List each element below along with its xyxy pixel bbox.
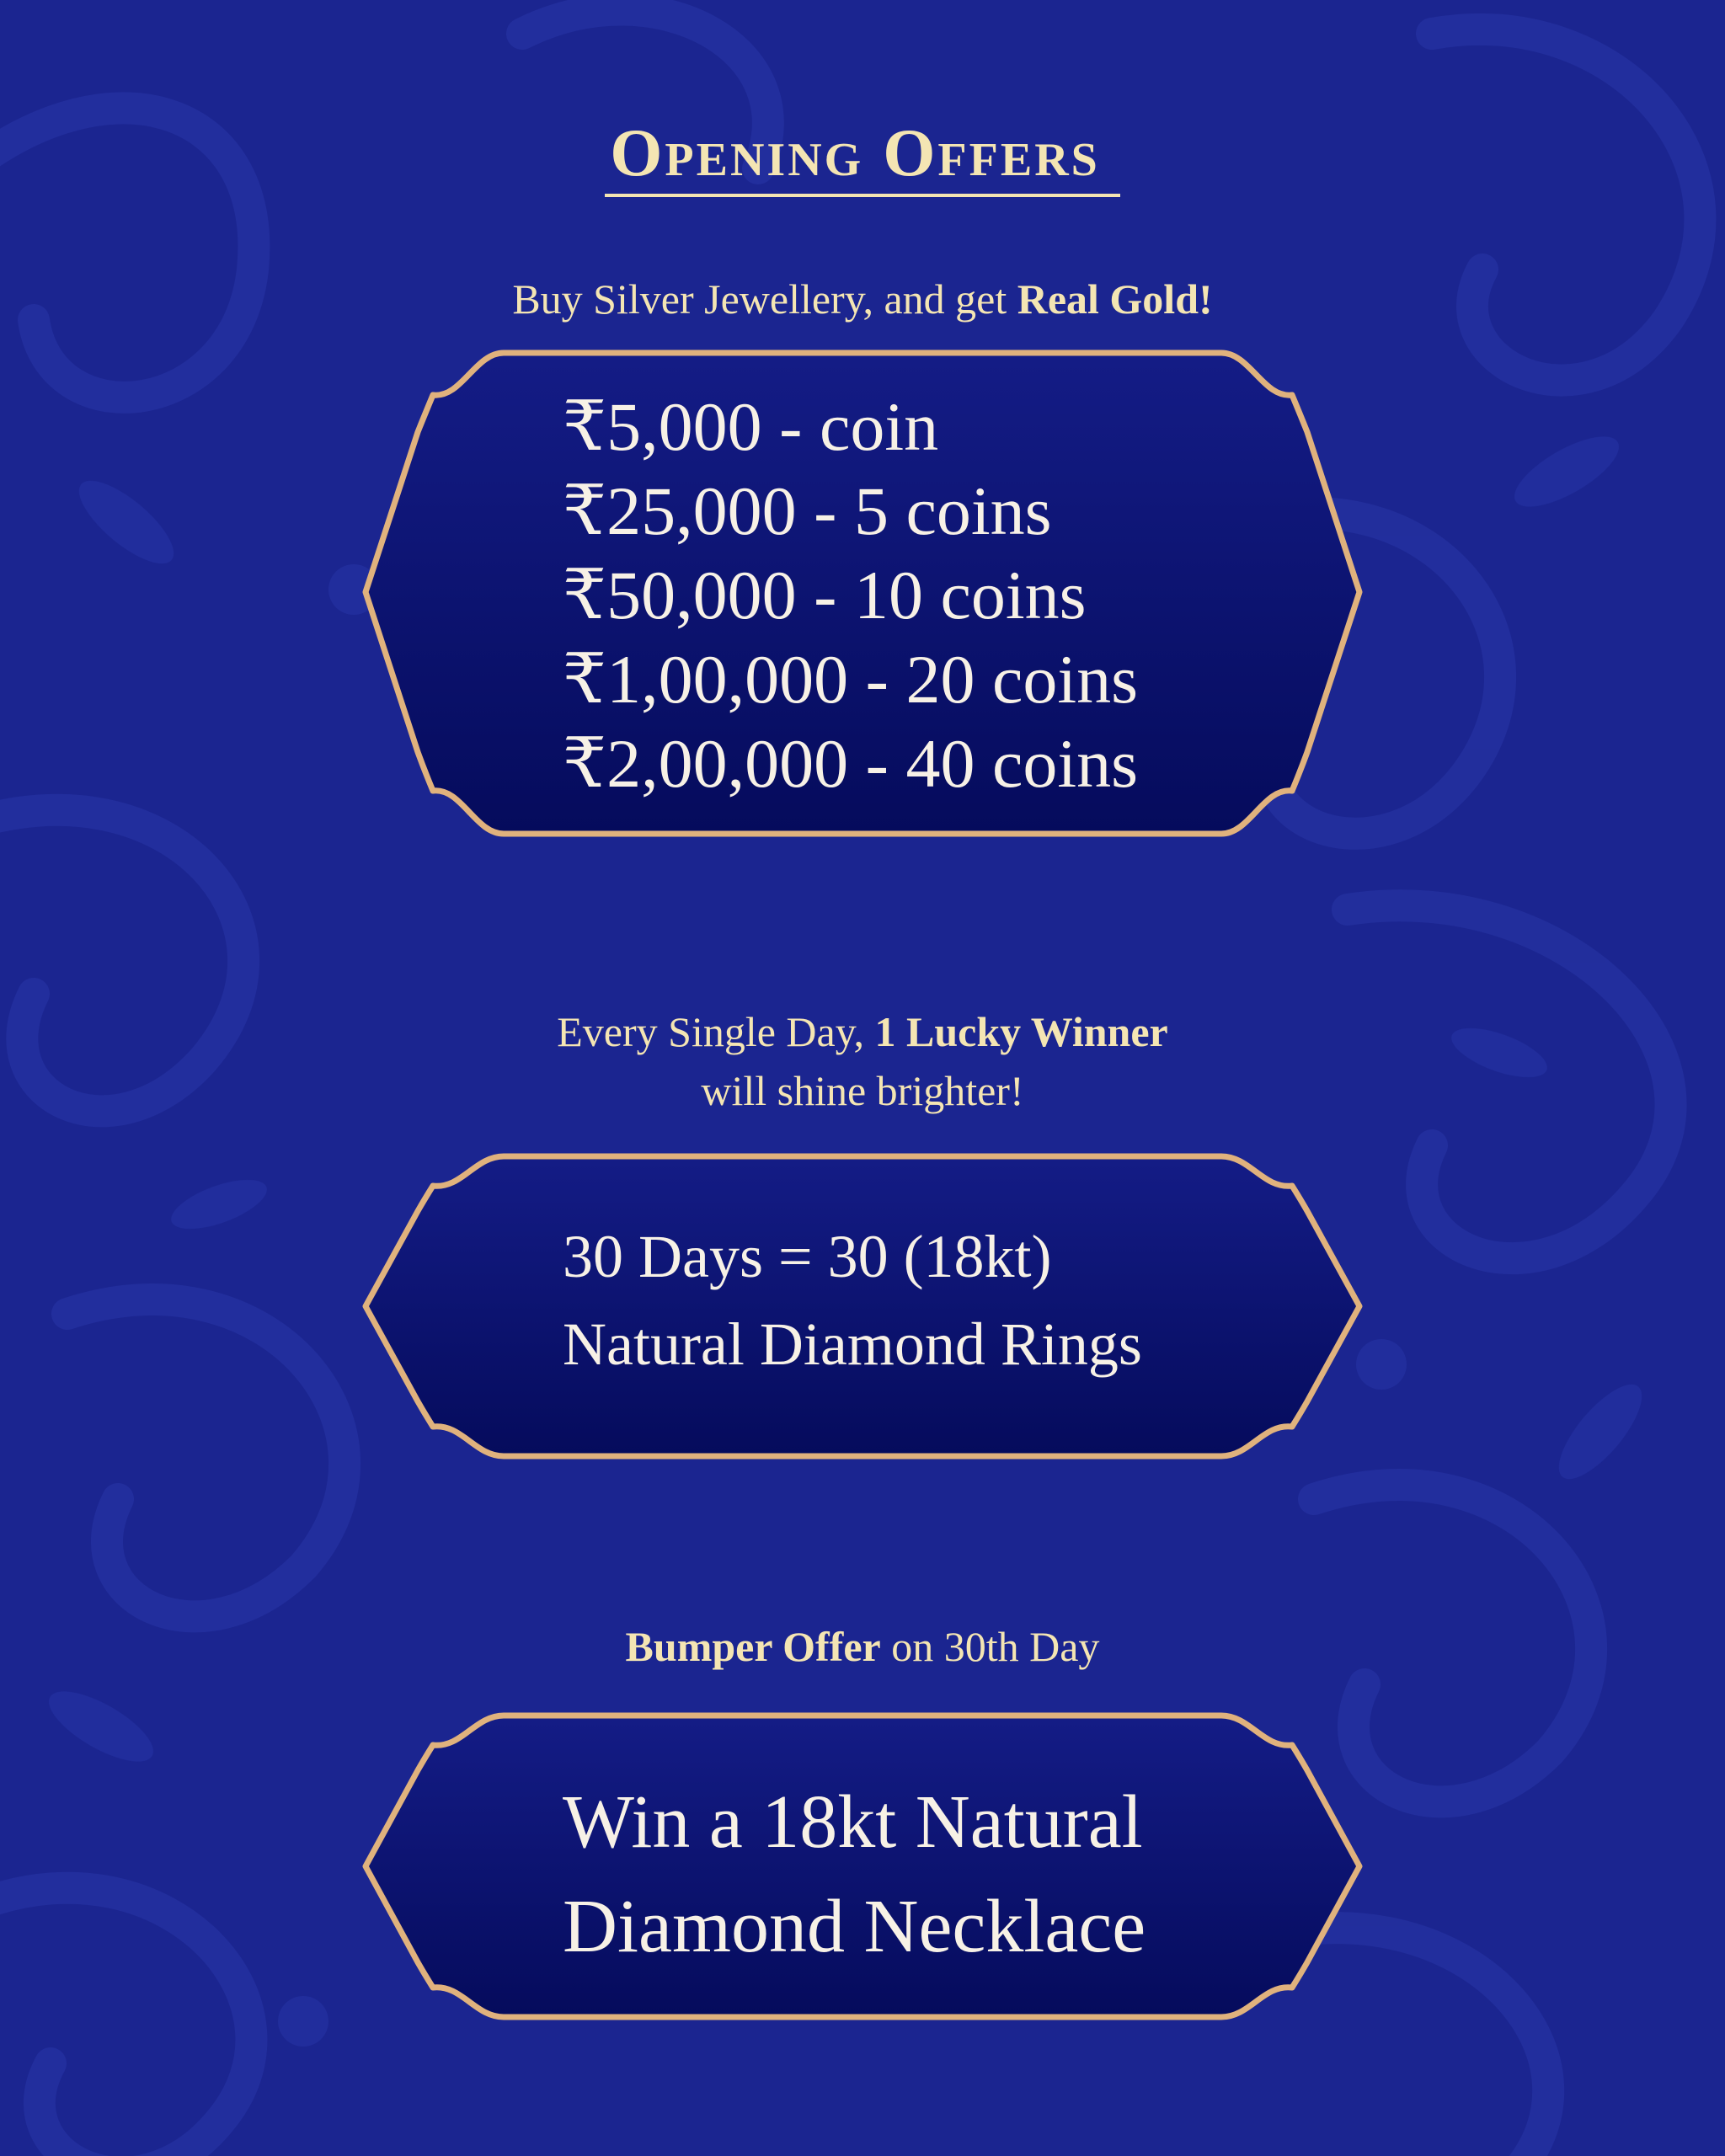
tier-line: ₹2,00,000 - 40 coins (563, 725, 1139, 802)
tier-line: ₹25,000 - 5 coins (563, 472, 1052, 549)
bumper-offer-caption-highlight: Bumper Offer (625, 1623, 881, 1670)
tier-list (563, 385, 1138, 806)
bumper-offer-caption-text: on 30th Day (880, 1623, 1100, 1670)
daily-offer-caption-highlight: 1 Lucky Winner (874, 1008, 1168, 1055)
daily-offer-panel (360, 1152, 1365, 1460)
silver-offer-tiers-panel (360, 348, 1365, 839)
silver-offer-caption-text: Buy Silver Jewellery, and get (512, 275, 1017, 323)
bumper-offer-line2: Diamond Necklace (563, 1885, 1146, 1968)
daily-offer-line1: 30 Days = 30 (18kt) (563, 1223, 1052, 1290)
daily-offer-caption-text: Every Single Day, (557, 1008, 875, 1055)
bumper-offer-panel (360, 1711, 1365, 2021)
tier-line: ₹1,00,000 - 20 coins (563, 641, 1139, 718)
bumper-offer-caption (0, 1617, 1725, 1676)
page-title: Opening Offers (605, 118, 1120, 197)
tier-line: ₹5,000 - coin (563, 388, 939, 465)
silver-offer-caption-highlight: Real Gold! (1017, 275, 1213, 323)
daily-offer-line2: Natural Diamond Rings (563, 1310, 1142, 1378)
header (0, 118, 1725, 197)
tier-line: ₹50,000 - 10 coins (563, 557, 1087, 633)
silver-offer-caption (0, 270, 1725, 328)
daily-offer-caption (0, 1002, 1725, 1120)
daily-offer-caption-line2: will shine brighter! (701, 1067, 1024, 1114)
bumper-offer-text (563, 1770, 1146, 1979)
bumper-offer-line1: Win a 18kt Natural (563, 1780, 1143, 1864)
daily-offer-text (563, 1213, 1142, 1388)
